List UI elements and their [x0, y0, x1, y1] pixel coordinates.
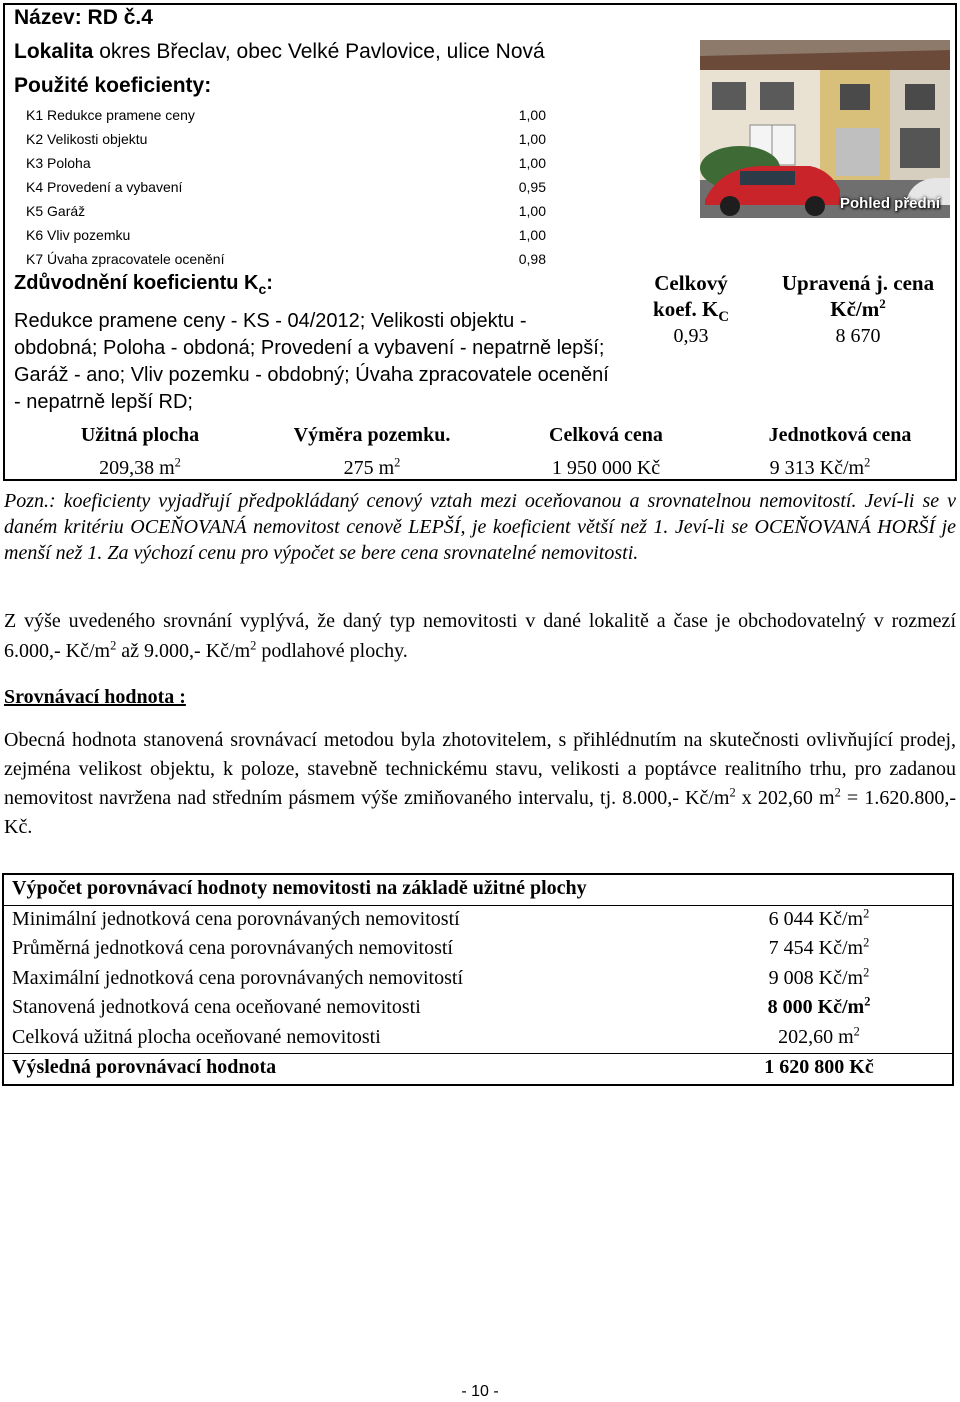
- row-label: Průměrná jednotková cena porovnávaných nemovitostí: [12, 937, 453, 959]
- row-label: Celková užitná plocha oceňované nemovitosti: [12, 1025, 381, 1048]
- comparative-sup-1: 2: [729, 785, 736, 800]
- adjusted-price-label-text: Kč/m: [830, 297, 880, 321]
- coefficient-label: K5 Garáž: [26, 203, 86, 219]
- coefficient-label: K2 Velikosti objektu: [26, 131, 148, 147]
- coefficient-label: K7 Úvaha zpracovatele ocenění: [26, 251, 225, 267]
- row-value-text: 202,60 m: [778, 1025, 854, 1048]
- row-value: [724, 1023, 914, 1049]
- justification-text: Redukce pramene ceny - KS - 04/2012; Velikosti objektu - obdobná; Poloha - obdoná; Provedení a vybavení - nepatrně lepší; Garáž - ano; Vliv pozemku - obdobný; Úvaha zpracovatele ocenění - nepatrně lepší RD;: [14, 310, 609, 413]
- coefficient-label: K4 Provedení a vybavení: [26, 179, 183, 195]
- summary-header-usable-area: Užitná plocha: [80, 424, 200, 446]
- photo-caption: Pohled přední: [839, 195, 940, 212]
- coefficient-row: [26, 107, 546, 127]
- total-coef-value: 0,93: [673, 325, 709, 347]
- result-table-heading: Výpočet porovnávací hodnoty nemovitosti na základě užitné plochy: [12, 877, 587, 899]
- adjusted-price-label-1: Upravená j. cena: [781, 271, 935, 295]
- row-label: Stanovená jednotková cena oceňované nemovitosti: [12, 996, 421, 1018]
- summary-land-area-text: 275 m: [343, 457, 395, 479]
- summary-total-price: 1 950 000 Kč: [551, 457, 661, 479]
- note-label: Pozn.: [4, 490, 49, 512]
- coefficient-row: [26, 227, 546, 247]
- total-coef-label-text: koef. K: [653, 297, 719, 321]
- row-value-sup: 2: [863, 905, 870, 920]
- row-value-sup: 2: [853, 1023, 860, 1038]
- summary-unit-price-sup: 2: [864, 455, 871, 470]
- row-value: [724, 905, 914, 931]
- row-label: Maximální jednotková cena porovnávaných nemovitostí: [12, 966, 463, 989]
- table-row: [4, 994, 952, 1024]
- coefficient-row: [26, 131, 546, 151]
- result-table-heading-row: [4, 875, 952, 906]
- row-value: [724, 937, 914, 960]
- adjusted-price-label-sup: 2: [879, 296, 886, 311]
- house-illustration: [700, 40, 950, 218]
- coefficient-value: 0,95: [518, 179, 546, 195]
- table-row: [4, 965, 952, 995]
- conclusion-paragraph: [4, 606, 956, 666]
- table-row: [4, 935, 952, 965]
- justification-heading-sub: c: [258, 281, 267, 297]
- final-value-row: [4, 1053, 952, 1084]
- summary-usable-area: [40, 457, 240, 480]
- row-value: [724, 996, 914, 1019]
- note-text: : koeficienty vyjadřují předpokládaný cenový vztah mezi oceňovanou a srovnatelnou nemovitostí. Jeví-li se v daném kritériu OCEŇOVANÁ nemovitost cenově LEPŠÍ, je koeficient větší než 1. Jeví-li se OCEŇOVANÁ HORŠÍ je menší než 1. Za výchozí cenu pro výpočet se bere cena srovnatelné nemovitosti.: [4, 490, 956, 564]
- total-coef-label-1: Celkový: [654, 271, 728, 295]
- summary-header-land-area: Výměra pozemku.: [293, 424, 451, 446]
- coefficient-value: 0,98: [518, 251, 546, 267]
- row-value-text: 9 008 Kč/m: [768, 966, 864, 989]
- locality-line: [14, 40, 545, 64]
- row-value-text: 6 044 Kč/m: [768, 907, 864, 930]
- row-value: [724, 964, 914, 990]
- row-label: Minimální jednotková cena porovnávaných nemovitostí: [12, 907, 460, 930]
- coefficient-row: [26, 155, 546, 175]
- coefficient-value: 1,00: [518, 203, 546, 219]
- result-table: [2, 873, 954, 1086]
- conclusion-text-2: až 9.000,- Kč/m: [116, 640, 251, 662]
- coefficient-row: [26, 179, 546, 199]
- adjusted-price-value: 8 670: [835, 325, 881, 347]
- coefficient-value: 1,00: [518, 227, 546, 243]
- summary-usable-area-sup: 2: [174, 455, 181, 470]
- coefficient-value: 1,00: [518, 107, 546, 123]
- total-coef-header: [632, 270, 750, 330]
- justification-heading-text: Zdůvodnění koeficientu K: [14, 272, 259, 294]
- table-row: [4, 1024, 952, 1054]
- summary-header-unit-price: Jednotková cena: [768, 424, 912, 446]
- table-row: [4, 906, 952, 936]
- conclusion-text-3: podlahové plochy.: [256, 640, 408, 662]
- coefficients-heading: Použité koeficienty:: [14, 74, 212, 97]
- coefficient-value: 1,00: [518, 155, 546, 171]
- justification-heading: [14, 272, 273, 297]
- page-number: - 10 -: [461, 1383, 499, 1400]
- comparative-sup-2: 2: [834, 785, 841, 800]
- coefficient-label: K6 Vliv pozemku: [26, 227, 131, 243]
- coefficient-row: [26, 203, 546, 223]
- comparative-value-paragraph: [4, 726, 956, 842]
- conclusion-text-1: Z výše uvedeného srovnání vyplývá, že daný typ nemovitosti v dané lokalitě a čase je obchodovatelný v rozmezí 6.000,- Kč/m: [4, 610, 956, 662]
- note-paragraph: [4, 488, 956, 566]
- coefficient-label: K3 Poloha: [26, 155, 91, 171]
- summary-header-total-price: Celková cena: [549, 424, 663, 446]
- row-value-sup: 2: [863, 964, 870, 979]
- locality-value: okres Břeclav, obec Velké Pavlovice, ulice Nová: [93, 40, 545, 63]
- summary-land-area: [272, 457, 472, 480]
- conclusion-sup-2: 2: [250, 638, 257, 653]
- summary-unit-price: [710, 457, 930, 480]
- summary-land-area-sup: 2: [394, 455, 401, 470]
- coefficient-row: [26, 251, 546, 271]
- coefficient-label: K1 Redukce pramene ceny: [26, 107, 195, 123]
- row-value-text: 7 454 Kč/m: [768, 937, 864, 959]
- row-value-text: 8 000 Kč/m: [767, 996, 865, 1018]
- row-value-sup: 2: [863, 935, 870, 950]
- listing-title: Název: RD č.4: [14, 6, 153, 29]
- locality-label: Lokalita: [14, 40, 94, 63]
- final-value: 1 620 800 Kč: [764, 1056, 874, 1078]
- summary-usable-area-text: 209,38 m: [99, 457, 175, 479]
- adjusted-price-label-2: [766, 296, 950, 322]
- adjusted-price-header: [766, 270, 950, 322]
- summary-unit-price-text: 9 313 Kč/m: [769, 457, 865, 479]
- comparative-text-3: = 1.620.800,- Kč.: [4, 787, 956, 838]
- justification-heading-colon: :: [266, 272, 273, 294]
- total-coef-label-sub: C: [718, 309, 729, 326]
- comparative-value-heading: Srovnávací hodnota :: [4, 686, 186, 708]
- house-photo: [700, 40, 950, 218]
- coefficient-value: 1,00: [518, 131, 546, 147]
- comparative-text-2: x 202,60 m: [735, 787, 835, 809]
- row-value-sup: 2: [864, 994, 871, 1009]
- comparative-text-1: Obecná hodnota stanovená srovnávací metodou byla zhotovitelem, s přihlédnutím na skutečnosti ovlivňující prodej, zejména velikost objektu, k poloze, stavebně technickému stavu, velikosti a poptávce realitního trhu, pro zadanou nemovitost navržena nad středním pásmem výše zmiňovaného intervalu, tj. 8.000,- Kč/m: [4, 729, 956, 809]
- final-value-label: Výsledná porovnávací hodnota: [12, 1056, 277, 1078]
- conclusion-sup-1: 2: [110, 638, 117, 653]
